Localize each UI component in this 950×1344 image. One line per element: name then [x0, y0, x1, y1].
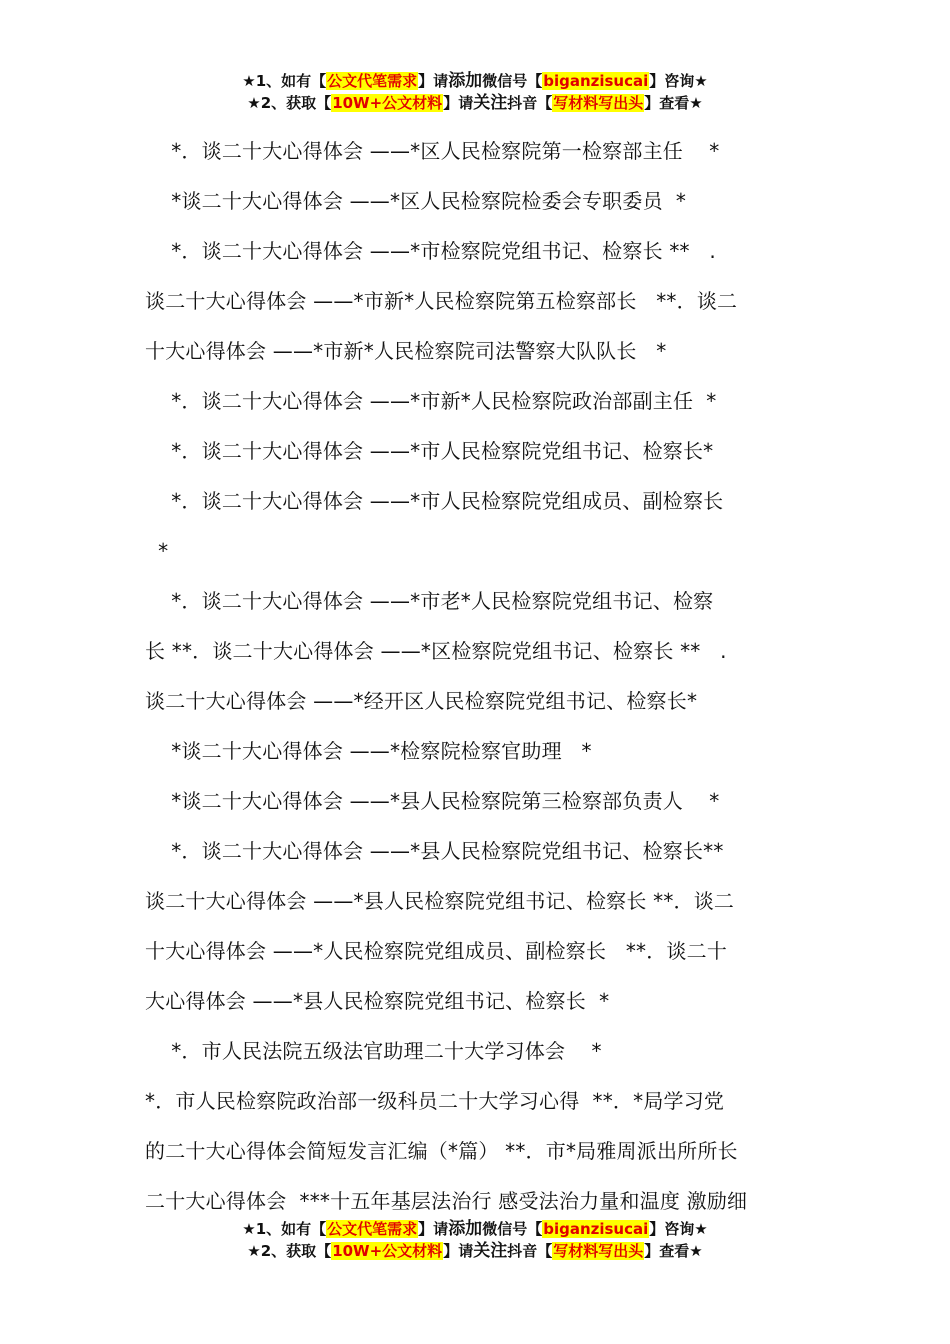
text-line: *．市人民法院五级法官助理二十大学习体会 * — [145, 1039, 602, 1063]
banner-line-2 — [0, 92, 950, 114]
text-line: 谈二十大心得体会 ——*县人民检察院党组书记、检察长 **．谈二 — [145, 889, 735, 913]
banner-text: 抖音【 — [507, 1242, 553, 1260]
highlight-materials: 10W+公文材料 — [332, 94, 443, 112]
document-body — [145, 126, 808, 1226]
emphasis-add: 添加 — [448, 1219, 483, 1239]
text-line: *．谈二十大心得体会 ——*区人民检察院第一检察部主任 * — [145, 139, 720, 163]
banner-line-2 — [0, 1240, 950, 1262]
text-line: 谈二十大心得体会 ——*经开区人民检察院党组书记、检察长* — [145, 689, 698, 713]
emphasis-follow: 关注 — [473, 93, 508, 113]
text-line: 大心得体会 ——*县人民检察院党组书记、检察长 * — [145, 989, 610, 1013]
highlight-ghostwriting: 公文代笔需求 — [327, 72, 418, 90]
banner-text: ★1、如有【 — [242, 72, 327, 90]
banner-text: 微信号【 — [482, 72, 543, 90]
highlight-douyin: 写材料写出头 — [553, 94, 644, 112]
text-line: *．谈二十大心得体会 ——*市人民检察院党组成员、副检察长 — [145, 489, 724, 513]
highlight-wechat-id: biganzisucai — [543, 1220, 649, 1238]
highlight-materials: 10W+公文材料 — [332, 1242, 443, 1260]
header-banner — [0, 70, 950, 114]
emphasis-add: 添加 — [448, 71, 483, 91]
text-line: 二十大心得体会 ***十五年基层法治行 感受法治力量和温度 激励细 — [145, 1189, 748, 1213]
banner-text: 】咨询★ — [649, 1220, 708, 1238]
text-line: *．市人民检察院政治部一级科员二十大学习心得 **．*局学习党 — [145, 1089, 725, 1113]
text-line: *谈二十大心得体会 ——*检察院检察官助理 * — [145, 739, 592, 763]
text-line: 十大心得体会 ——*市新*人民检察院司法警察大队队长 * — [145, 339, 667, 363]
banner-text: 】查看★ — [644, 94, 703, 112]
banner-text: 抖音【 — [507, 94, 553, 112]
highlight-wechat-id: biganzisucai — [543, 72, 649, 90]
banner-text: ★2、获取【 — [247, 94, 332, 112]
banner-text: ★2、获取【 — [247, 1242, 332, 1260]
banner-text: 】请 — [443, 1242, 474, 1260]
banner-line-1 — [0, 1218, 950, 1240]
highlight-douyin: 写材料写出头 — [553, 1242, 644, 1260]
text-line: *谈二十大心得体会 ——*县人民检察院第三检察部负责人 * — [145, 789, 720, 813]
text-line: *．谈二十大心得体会 ——*市老*人民检察院党组书记、检察 — [145, 589, 714, 613]
text-line: * — [145, 539, 169, 563]
emphasis-follow: 关注 — [473, 1241, 508, 1261]
text-line: *．谈二十大心得体会 ——*市人民检察院党组书记、检察长* — [145, 439, 714, 463]
banner-text: 】请 — [443, 94, 474, 112]
text-line: *．谈二十大心得体会 ——*市检察院党组书记、检察长 ** . — [145, 239, 716, 263]
text-line: 的二十大心得体会简短发言汇编（*篇） **．市*局雅周派出所所长 — [145, 1139, 738, 1163]
text-line: *．谈二十大心得体会 ——*市新*人民检察院政治部副主任 * — [145, 389, 717, 413]
banner-text: 】请 — [418, 72, 449, 90]
banner-text: 】查看★ — [644, 1242, 703, 1260]
highlight-ghostwriting: 公文代笔需求 — [327, 1220, 418, 1238]
banner-text: ★1、如有【 — [242, 1220, 327, 1238]
banner-text: 】请 — [418, 1220, 449, 1238]
text-line: 谈二十大心得体会 ——*市新*人民检察院第五检察部长 **．谈二 — [145, 289, 738, 313]
text-line: *谈二十大心得体会 ——*区人民检察院检委会专职委员 * — [145, 189, 687, 213]
banner-text: 】咨询★ — [649, 72, 708, 90]
text-line: 十大心得体会 ——*人民检察院党组成员、副检察长 **．谈二十 — [145, 939, 728, 963]
footer-banner — [0, 1218, 950, 1262]
banner-line-1 — [0, 70, 950, 92]
text-line: *．谈二十大心得体会 ——*县人民检察院党组书记、检察长** — [145, 839, 724, 863]
banner-text: 微信号【 — [482, 1220, 543, 1238]
text-line: 长 **．谈二十大心得体会 ——*区检察院党组书记、检察长 ** . — [145, 639, 727, 663]
